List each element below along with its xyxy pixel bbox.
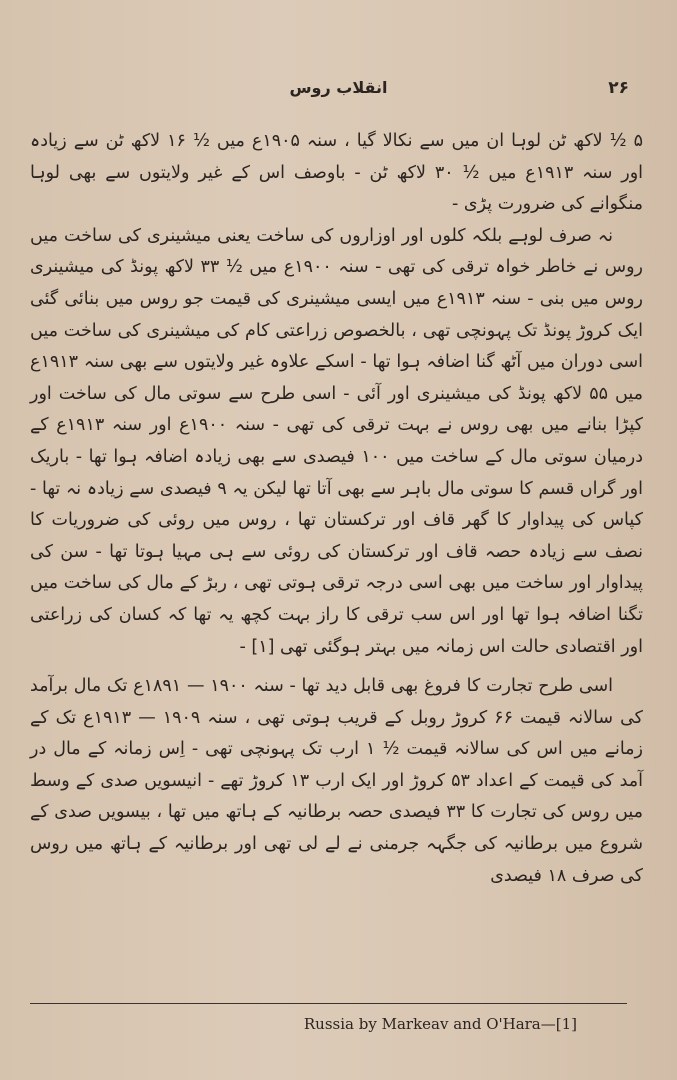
body-text	[30, 126, 643, 892]
paragraph-3: اسی طرح تجارت کا فروغ بھی قابل دید تھا - سنہ ۱۹۰۰ — ۱۸۹۱ع تک مال برآمد کی سالانہ قیمت ۶۶ کروڑ روبل کے قریب ہوتی تھی ، سنہ ۱۹۰۹ — ۱۹۱۳ع تک کے زمانے میں اس کی سالانہ قیمت ½ ۱ ارب تک پہونچی تھی - اِس زمانہ کے مال در آمد کی قیمت کے اعداد ۵۳ کروڑ اور ایک ارب ۱۳ کروڑ تھے - انیسویں صدی کے وسط میں روس کی تجارت کا ۳۳ فیصدی حصہ برطانیہ کے ہاتھ میں تھا ، بیسویں صدی کے شروع میں برطانیہ کی جگہہ جرمنی نے لے لی تھی اور برطانیہ کے ہاتھ میں روس کی صرف ۱۸ فیصدی	[30, 676, 644, 886]
paragraph-1: ۵ ½ لاکھ ٹن لوہا ان میں سے نکالا گیا ، سنہ ۱۹۰۵ع میں ½ ۱۶ لاکھ ٹن سے زیادہ اور سنہ ۱۹۱۳ع میں ½ ۳۰ لاکھ ٹن - باوصف اس کے غیر ولایتوں سے بھی لوہا منگوانے کی ضرورت پڑی -	[30, 131, 644, 215]
page-title: انقلاب روس	[289, 78, 388, 97]
page-header	[40, 78, 637, 108]
page-number: ۲۶	[608, 78, 629, 98]
paragraph-2: نہ صرف لوہے بلکہ کلوں اور اوزاروں کی ساخت یعنی میشینری کی ساخت میں روس نے خاطر خواہ ترقی کی تھی - سنہ ۱۹۰۰ع میں ½ ۳۳ لاکھ پونڈ کی میشینری روس میں بنی - سنہ ۱۹۱۳ع میں ایسی میشینری کی قیمت جو روس میں بنائی گئی ایک کروڑ پونڈ تک پہونچی تھی ، بالخصوص زراعتی کام کی میشینری کی ساخت میں اسی دوران میں آٹھ گنا اضافہ ہوا تھا - اسکے علاوہ غیر ولایتوں سے بھی سنہ ۱۹۱۳ع میں ۵۵ لاکھ پونڈ کی میشینری اور آئی - اسی طرح سے سوتی مال کی ساخت اور کپڑا بنانے میں بھی روس نے بہت ترقی کی تھی - سنہ ۱۹۰۰ع اور سنہ ۱۹۱۳ع کے درمیان سوتی مال کے ساخت میں ۱۰۰ فیصدی سے بھی زیادہ اضافہ ہوا تھا - باریک اور گراں قسم کا سوتی مال باہر سے بھی آتا تھا لیکن یہ ۹ فیصدی سے زیادہ نہ تھا - کپاس کی پیداوار کا گھر قاف اور ترکستان تھا ، روس میں روئی کی ضروریات کا نصف سے زیادہ حصہ قاف اور ترکستان کی روئی سے ہی مہیا ہوتا تھا - سن کی پیداوار اور ساخت میں بھی اسی درجہ ترقی ہوتی تھی ، ربڑ کے مال کی ساخت میں تگنا اضافہ ہوا تھا اور اس سب ترقی کا راز بہت کچھ یہ تھا کہ کسان کی زراعتی اور اقتصادی حالت اس زمانہ میں بہتر ہوگئی تھی [۱] -	[30, 225, 644, 657]
footnote: Russia by Markeav and O'Hara—[1]	[303, 1015, 577, 1033]
footnote-divider	[30, 1003, 627, 1004]
